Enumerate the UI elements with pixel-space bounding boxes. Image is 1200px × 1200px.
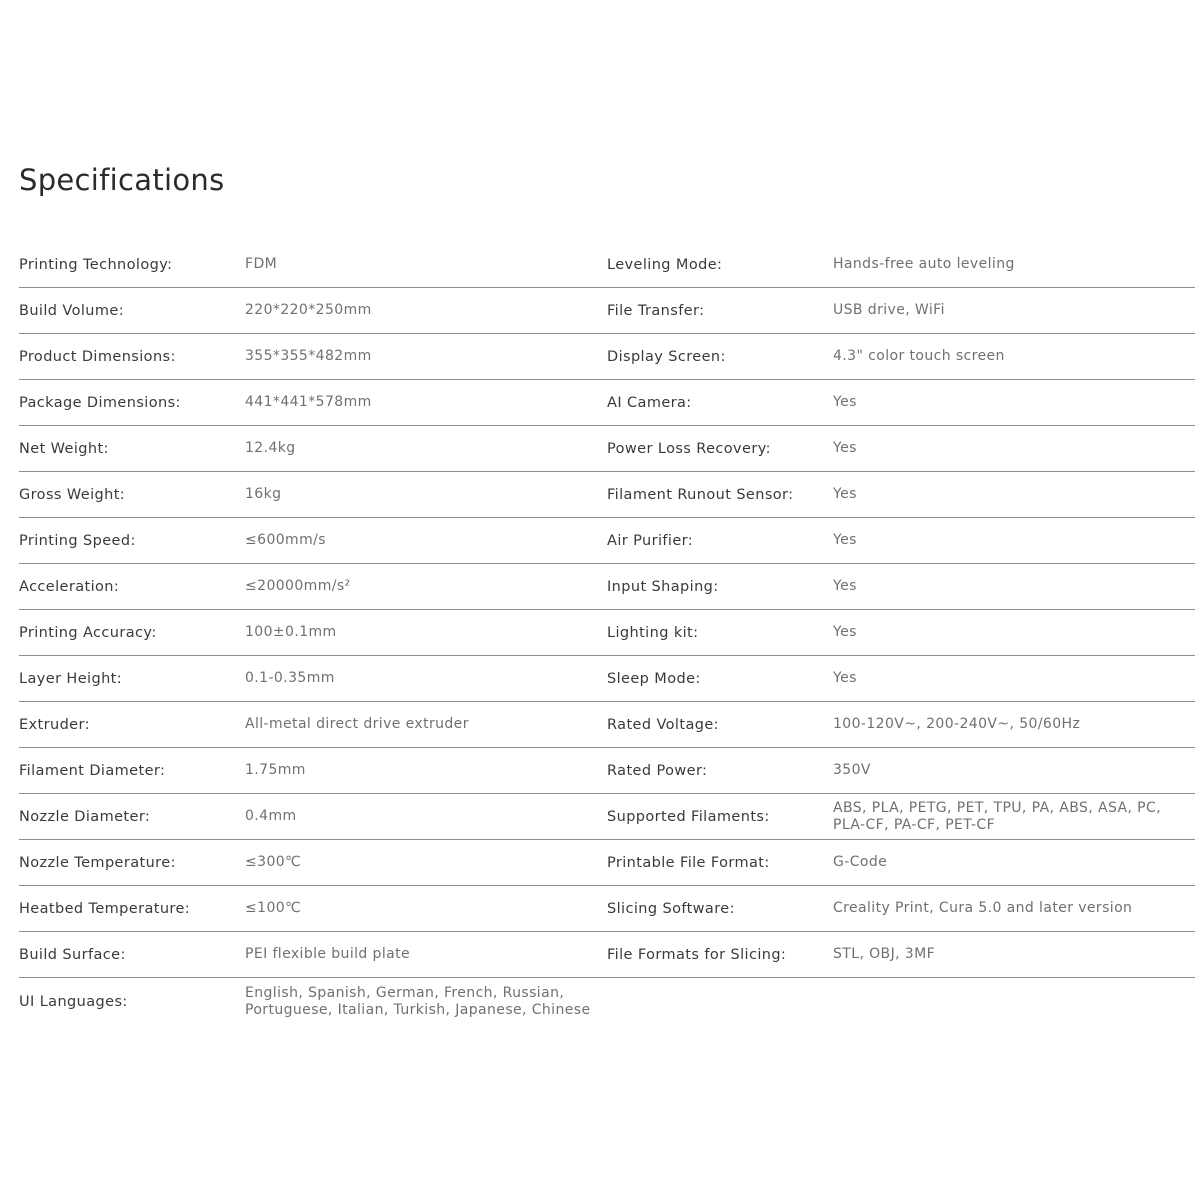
spec-cell-left (19, 794, 607, 840)
spec-label: File Formats for Slicing: (607, 946, 787, 963)
spec-table (19, 242, 1195, 1026)
spec-value: 100±0.1mm (245, 624, 337, 640)
spec-label: AI Camera: (607, 394, 692, 411)
spec-cell-left (19, 656, 607, 702)
spec-row (19, 702, 1195, 748)
spec-value: 441*441*578mm (245, 394, 372, 410)
spec-row (19, 472, 1195, 518)
spec-value: Hands-free auto leveling (833, 256, 1015, 272)
spec-cell-left (19, 978, 607, 1026)
spec-value: ≤600mm/s (245, 532, 326, 548)
spec-value: ABS, PLA, PETG, PET, TPU, PA, ABS, ASA, PC, PLA-CF, PA-CF, PET-CF (833, 799, 1162, 833)
spec-value: 350V (833, 762, 871, 778)
spec-cell-left (19, 748, 607, 794)
spec-value: 355*355*482mm (245, 348, 372, 364)
spec-value: All-metal direct drive extruder (245, 716, 469, 732)
spec-label: Printable File Format: (607, 854, 770, 871)
spec-value: 100-120V~, 200-240V~, 50/60Hz (833, 716, 1081, 732)
spec-cell-right (607, 472, 1195, 518)
spec-cell-right (607, 932, 1195, 978)
spec-cell-right (607, 380, 1195, 426)
spec-label: Filament Runout Sensor: (607, 486, 794, 503)
spec-value: STL, OBJ, 3MF (833, 946, 936, 962)
spec-value: Yes (833, 486, 857, 502)
spec-label: Nozzle Temperature: (19, 854, 176, 871)
spec-value: 4.3" color touch screen (833, 348, 1005, 364)
spec-label: Printing Accuracy: (19, 624, 157, 641)
spec-cell-right (607, 794, 1195, 840)
spec-cell-left (19, 702, 607, 748)
spec-row (19, 932, 1195, 978)
spec-label: Printing Speed: (19, 532, 136, 549)
spec-label: File Transfer: (607, 302, 705, 319)
spec-cell-left (19, 886, 607, 932)
spec-value: Yes (833, 578, 857, 594)
spec-cell-right (607, 610, 1195, 656)
spec-label: Acceleration: (19, 578, 120, 595)
spec-cell-left (19, 242, 607, 288)
spec-cell-left (19, 610, 607, 656)
spec-row (19, 288, 1195, 334)
spec-row (19, 886, 1195, 932)
spec-cell-left (19, 932, 607, 978)
spec-row (19, 610, 1195, 656)
spec-row (19, 564, 1195, 610)
spec-cell-right (607, 702, 1195, 748)
spec-row (19, 334, 1195, 380)
spec-label: Build Surface: (19, 946, 126, 963)
spec-label: Sleep Mode: (607, 670, 701, 687)
spec-cell-right (607, 518, 1195, 564)
spec-value: 0.4mm (245, 808, 297, 824)
spec-cell-right (607, 564, 1195, 610)
spec-value: Yes (833, 532, 857, 548)
spec-value: USB drive, WiFi (833, 302, 945, 318)
spec-value: English, Spanish, German, French, Russian, Portuguese, Italian, Turkish, Japanese, Chinese (245, 985, 591, 1018)
spec-cell-right (607, 840, 1195, 886)
spec-value: 12.4kg (245, 440, 296, 456)
spec-label: Heatbed Temperature: (19, 900, 191, 917)
spec-value: 0.1-0.35mm (245, 670, 335, 686)
spec-row (19, 518, 1195, 564)
spec-cell-right (607, 288, 1195, 334)
spec-label: Input Shaping: (607, 578, 719, 595)
spec-cell-left (19, 472, 607, 518)
spec-cell-left (19, 288, 607, 334)
spec-value: Yes (833, 394, 857, 410)
spec-cell-left (19, 840, 607, 886)
spec-cell-right (607, 748, 1195, 794)
spec-label: Slicing Software: (607, 900, 735, 917)
spec-value: 16kg (245, 486, 282, 502)
spec-value: 1.75mm (245, 762, 306, 778)
spec-cell-left (19, 564, 607, 610)
spec-label: Product Dimensions: (19, 348, 176, 365)
spec-label: Supported Filaments: (607, 808, 770, 825)
spec-value: ≤300℃ (245, 854, 302, 870)
spec-cell-left (19, 380, 607, 426)
spec-label: Build Volume: (19, 302, 125, 319)
spec-label: UI Languages: (19, 994, 128, 1010)
spec-label: Nozzle Diameter: (19, 808, 151, 825)
spec-label: Air Purifier: (607, 532, 694, 549)
spec-value: Yes (833, 624, 857, 640)
spec-label: Printing Technology: (19, 256, 173, 273)
spec-label: Display Screen: (607, 348, 726, 365)
spec-cell-right (607, 426, 1195, 472)
spec-label: Rated Power: (607, 762, 708, 779)
spec-row (19, 978, 1195, 1026)
spec-cell-left (19, 518, 607, 564)
spec-cell-right (607, 334, 1195, 380)
spec-value: Yes (833, 670, 857, 686)
spec-row (19, 794, 1195, 840)
spec-label: Package Dimensions: (19, 394, 181, 411)
spec-label: Extruder: (19, 716, 90, 733)
spec-cell-right (607, 886, 1195, 932)
spec-value: FDM (245, 256, 278, 272)
spec-value: ≤100℃ (245, 900, 302, 916)
page-title: Specifications (19, 163, 225, 197)
spec-value: G-Code (833, 854, 888, 870)
spec-cell-right (607, 656, 1195, 702)
spec-label: Leveling Mode: (607, 256, 723, 273)
spec-cell-right (607, 978, 1195, 1026)
spec-label: Layer Height: (19, 670, 123, 687)
spec-row (19, 426, 1195, 472)
spec-label: Net Weight: (19, 440, 109, 457)
spec-row (19, 242, 1195, 288)
spec-value: Yes (833, 440, 857, 456)
spec-row (19, 656, 1195, 702)
spec-label: Power Loss Recovery: (607, 440, 771, 457)
spec-cell-left (19, 426, 607, 472)
spec-value: PEI flexible build plate (245, 946, 411, 962)
spec-row (19, 380, 1195, 426)
spec-value: Creality Print, Cura 5.0 and later version (833, 900, 1133, 916)
spec-label: Filament Diameter: (19, 762, 166, 779)
spec-row (19, 840, 1195, 886)
spec-label: Rated Voltage: (607, 716, 719, 733)
spec-value: 220*220*250mm (245, 302, 372, 318)
spec-label: Lighting kit: (607, 624, 699, 641)
spec-cell-left (19, 334, 607, 380)
spec-cell-right (607, 242, 1195, 288)
spec-row (19, 748, 1195, 794)
spec-label: Gross Weight: (19, 486, 126, 503)
spec-value: ≤20000mm/s² (245, 578, 351, 594)
